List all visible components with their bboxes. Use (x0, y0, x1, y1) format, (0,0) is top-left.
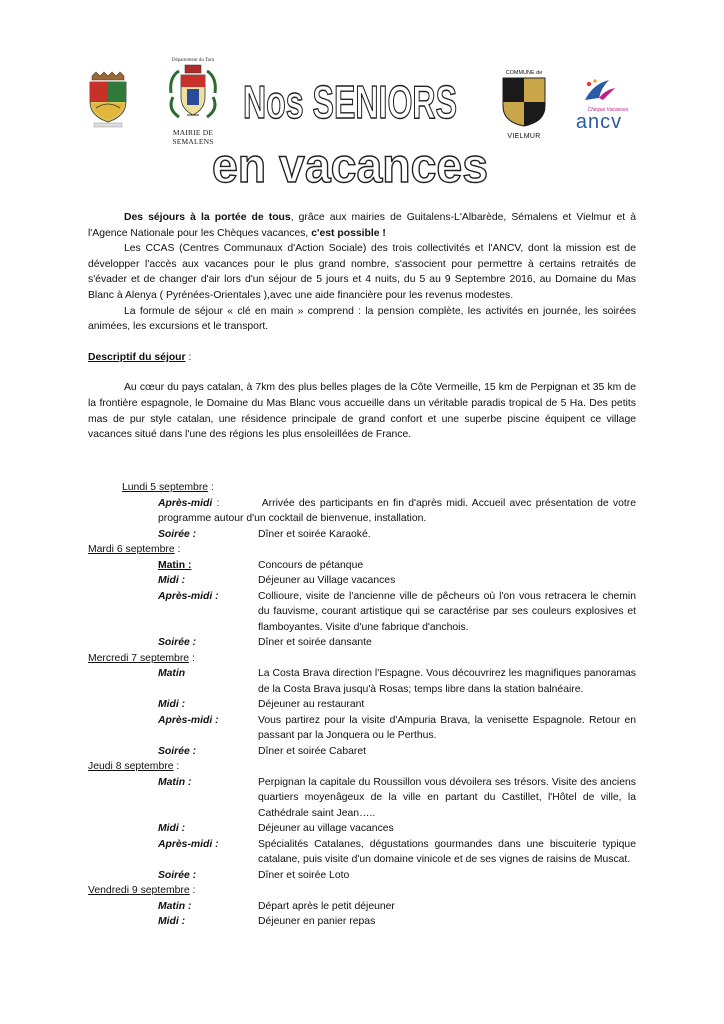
intro-paragraph-1 (88, 210, 636, 241)
monday-evening: Soirée : Dîner et soirée Karaoké. (158, 528, 371, 540)
descriptif-title: Descriptif du séjour (88, 351, 186, 363)
monday-afternoon: Après-midi : Arrivée des participants en fin d'après midi. Accueil avec présentation de votre programme autour d'un cocktail de bienvenue, installation. (158, 497, 636, 524)
wednesday-morning: Matin La Costa Brava direction l'Espagne. Vous découvrirez les magnifiques panoramas de la Costa Brava jusqu'à Rosas; temps libre dans la station balnéaire. (158, 668, 636, 695)
thursday-morning: Matin : Perpignan la capitale du Roussillon vous dévoilera ses trésors. Visite des anciens quartiers moyenâgeux de la ville en partant du Castillet, l'Hôtel de ville, la Cathédrale saint Jean….. (158, 776, 636, 819)
descriptif-paragraph: Au cœur du pays catalan, à 7km des plus belles plages de la Côte Vermeille, 15 km de Perpignan et 35 km de la frontière espagnole, le Domaine du Mas Blanc vous accueille dans un véritable paradis tropical de 5 Ha. Des petits mas de pur style catalan, une résidence principale de grand confort et une superbe piscine équipent ce village vacances situé dans l'une des régions les plus ensoleillées de France. (88, 382, 636, 441)
title-line-2: en vacances (212, 140, 488, 193)
day-monday: Lundi 5 septembre : (122, 482, 214, 493)
day-friday-label: Vendredi 9 septembre (88, 885, 190, 896)
intro-paragraph-3: La formule de séjour « clé en main » comprend : la pension complète, les activités en journée, les soirées animées, les excursions et le transport. (88, 305, 636, 333)
day-thursday-label: Jeudi 8 septembre (88, 761, 174, 772)
ancv-logo (560, 76, 638, 132)
thursday-evening: Soirée : Dîner et soirée Loto (158, 869, 350, 881)
monday-afternoon-text: Arrivée des participants en fin d'après midi. Accueil avec présentation de votre programme autour d'un cocktail de bienvenue, installation. (158, 497, 636, 524)
tuesday-afternoon: Après-midi : Collioure, visite de l'ancienne ville de pêcheurs où l'on vous retracera le chemin du fauvisme, courant artistique qui se caractérise par ses couleurs explosives et flamboyantes. Visite d'une fabrique d'anchois. (158, 590, 636, 633)
day-friday: Vendredi 9 septembre : (88, 885, 196, 896)
program-section (88, 480, 636, 930)
wednesday-afternoon: Après-midi : Vous partirez pour la visite d'Ampuria Brava, la venisette Espagnole. Retour en passant par la Jonquera ou le Perthus. (158, 714, 636, 741)
tuesday-evening: Soirée : Dîner et soirée dansante (158, 637, 372, 648)
vielmur-coat-of-arms-icon (501, 76, 547, 128)
intro-paragraph-2: Les CCAS (Centres Communaux d'Action Sociale) des trois collectivités et l'ANCV, dont la mission est de développer l'accès aux vacances pour le plus grand nombre, s'associent pour permettre à certains retraités de s'évader et de changer d'air lors d'un séjour de 5 jours et 4 nuits, du 5 au 9 Septembre 2016, au Domaine du Mas Blanc à Alenya ( Pyrénées-Orientales ),avec une aide financière pour les revenus modestes. (88, 243, 636, 301)
day-thursday: Jeudi 8 septembre : (88, 761, 180, 772)
tarn-department-label: Département du Tarn (171, 58, 215, 63)
mairie-semalens-label: MAIRIE DE SEMALENS (172, 128, 214, 146)
monday-afternoon-label: Après-midi (158, 497, 213, 509)
friday-morning: Matin : Départ après le petit déjeuner (158, 900, 395, 912)
day-tuesday: Mardi 6 septembre : (88, 544, 181, 555)
descriptif-heading (88, 350, 636, 366)
vielmur-logo (498, 70, 550, 140)
cheque-vacances-label: Chèque Vacances (587, 107, 629, 113)
intro-section (88, 210, 636, 443)
tuesday-morning: Matin : Concours de pétanque (158, 559, 364, 571)
intro-bold-lead: Des séjours à la portée de tous (124, 212, 291, 223)
day-monday-label: Lundi 5 septembre (122, 482, 209, 493)
ancv-wordmark: ancv (575, 111, 623, 133)
day-wednesday: Mercredi 7 septembre : (88, 652, 195, 664)
vielmur-commune-label: COMMUNE de (505, 70, 543, 76)
wednesday-noon: Midi : Déjeuner au restaurant (158, 699, 365, 710)
intro-text: , grâce aux mairies de Guitalens-L'Albarède, Sémalens et Vielmur et à l'Agence Nationale pour les Chèques vacances, (88, 212, 636, 239)
guitalens-coat-of-arms-logo (86, 70, 130, 128)
day-tuesday-label: Mardi 6 septembre (88, 544, 175, 555)
wednesday-evening: Soirée : Dîner et soirée Cabaret (158, 745, 367, 757)
ancv-bird-icon (579, 76, 619, 106)
day-wednesday-label: Mercredi 7 septembre (88, 652, 190, 664)
intro-bold-end: c'est possible ! (311, 227, 386, 239)
thursday-afternoon: Après-midi : Spécialités Catalanes, dégustations gourmandes dans une biscuiterie typique catalane, puis visite d'un domaine vinicole et de ses vignes de raisins de Muscat. (158, 838, 636, 865)
title-line-1: Nos SENIORS (243, 76, 457, 128)
descriptif-title-suffix: : (185, 351, 192, 363)
friday-noon: Midi : Déjeuner en panier repas (158, 916, 376, 927)
vielmur-name-label: VIELMUR (507, 133, 541, 140)
tuesday-noon: Midi : Déjeuner au Village vacances (158, 575, 396, 586)
thursday-noon: Midi : Déjeuner au village vacances (158, 823, 394, 834)
title-outline-graphic (200, 68, 500, 194)
